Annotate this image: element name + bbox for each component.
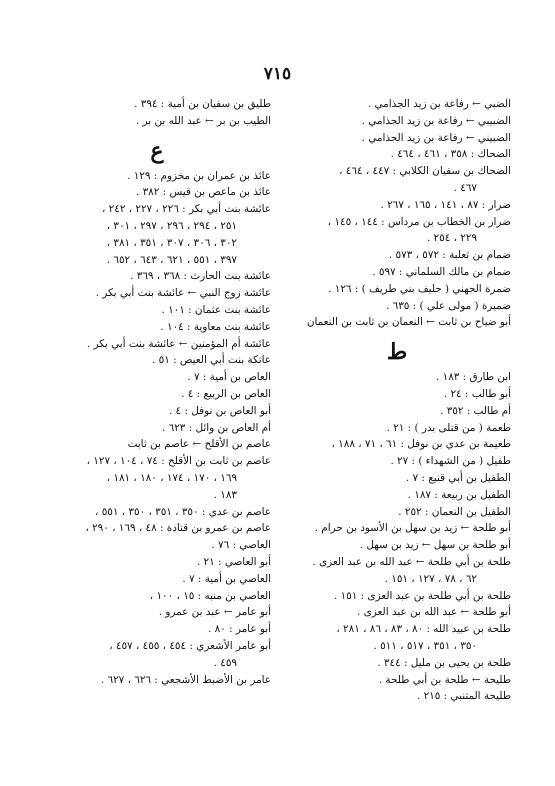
index-entry: أبو ضياح بن ثابت ← النعمان بن ثابت بن النعمان xyxy=(306,316,511,329)
index-entry: ضمام بن ثعلبة : ٥٧٢ ، ٥٧٣ . xyxy=(388,249,511,262)
index-entry: العاصي بن أمية : ٧ . xyxy=(182,572,271,585)
index-entry: عاصم بن عمرو بن قتادة : ٤٨ ، ١٦٩ ، ٢٩٠ ، xyxy=(85,522,271,535)
index-entry: عائشة بنت الحارث : ٣٦٨ ، ٣٦٩ . xyxy=(130,270,271,283)
index-entry: عائشة زوج النبي ← عائشة بنت أبي بكر . xyxy=(95,287,271,300)
index-entry: طعيمة بن عدي بن نوفل : ٦١ ، ٧١ ، ١٨٨ ، xyxy=(331,438,511,451)
index-entry: طليق بن سفيان بن أمية : ٣٩٤ . xyxy=(134,98,271,110)
section-letter-ayn: ع xyxy=(150,137,164,164)
page-number: ٧١٥ xyxy=(263,64,292,84)
index-entry: أبو طلحة بن سهل ← زيد بن سهل . xyxy=(359,539,511,552)
index-entry: عائذ بن ماعص بن قيس : ٣٨٢ . xyxy=(135,186,271,199)
index-entry: أبو طلحة ← عبد الله بن عبد العزى . xyxy=(357,606,511,619)
index-entry: ابن طارق : ١٨٣ . xyxy=(436,371,511,384)
index-entry: عائشة بنت معاوية : ١٠٤ . xyxy=(160,320,271,333)
index-entry: العاص بن أمية : ٧ . xyxy=(187,371,271,384)
index-entry: ٦٢ ، ٧٨ ، ١٢٧ ، ١٥١ . xyxy=(384,572,477,585)
index-block-dad xyxy=(283,96,511,331)
index-entry: طلحة بن أبي طلحة ← عبد الله بن عبد العزى . xyxy=(312,555,511,568)
index-entry: العاصي : ٧٦ . xyxy=(211,539,271,552)
index-entry: أم طالب : ٣٥٢ . xyxy=(440,404,511,417)
index-entry: ٣٥٠ ، ٣٥١ ، ٥١٧ ، ٥١١ . xyxy=(373,639,477,652)
index-entry: طلحة بن عبيد الله : ٨٠ ، ٨٣ ، ٨٦ ، ٢٨١ ، xyxy=(336,623,511,636)
section-letter-ta: ط xyxy=(386,339,408,366)
index-entry: الضحاك : ٣٥٨ ، ٤٦١ ، ٤٦٤ . xyxy=(390,148,511,161)
index-entry: ١٨٣ . xyxy=(213,488,237,501)
index-entry: ٣٩٧ ، ٥٥١ ، ٦٢١ ، ٦٤٣ ، ٦٥٢ . xyxy=(106,253,237,266)
index-entry: عاصم بن عدي : ٣٥٠ ، ٣٥١ ، ٣٥٠ ، ٥٥١ ، xyxy=(95,505,271,518)
index-entry: عائشة بنت عثمان : ١٠١ . xyxy=(161,303,271,316)
index-entry: أبو عامر : ٨٠ . xyxy=(207,623,271,636)
index-entry: أبو عامر ← عبد بن عمرو . xyxy=(158,606,271,619)
index-entry: الضبيبي ← رفاعة بن زيد الجذامي . xyxy=(361,114,511,127)
index-entry: طفيل ( من الشهداء ) : ٢٧ . xyxy=(390,455,511,468)
index-entry: ضرار بن الخطاب بن مرداس : ١٤٤ ، ١٤٥ ، xyxy=(327,215,511,228)
index-entry: ٢٥١ ، ٢٩٤ ، ٢٩٦ ، ٢٩٧ ، ٣٠١ ، xyxy=(106,219,237,232)
index-entry: الطفيل بن النعمان : ٢٥٢ . xyxy=(398,505,511,518)
index-entry: ٣٠٢ ، ٣٠٦ ، ٣٠٧ ، ٣٥١ ، ٣٨١ ، xyxy=(106,236,237,249)
index-entry: العاص بن الربيع : ٤ . xyxy=(181,387,271,400)
index-entry: ١٦٩ ، ١٧٠ ، ١٧٤ ، ١٨٠ ، ١٨١ ، xyxy=(106,471,237,484)
index-entry: طلحة بن يحيى بن مليل : ٣٤٤ . xyxy=(377,656,511,669)
index-entry: عامر بن الأضبط الأشجعي : ٦٢٦ ، ٦٢٧ . xyxy=(100,673,271,686)
index-entry: الضبي ← رفاعة بن زيد الجذامي . xyxy=(367,98,511,110)
index-entry: الطيب بن بر ← عبد الله بن بر . xyxy=(135,114,271,127)
index-block-ta-cont xyxy=(43,96,271,130)
index-entry: عائذ بن عمران بن مخزوم : ١٢٩ . xyxy=(127,169,271,182)
index-entry: طعمة ( من قتلى بدر ) : ٢١ . xyxy=(386,421,511,434)
index-entry: عاصم بن ثابت بن الأقلح : ٧٤ ، ١٠٤ ، ١٢٧ ، xyxy=(86,455,271,468)
index-entry: أم العاص بن وائل : ٦٢٣ . xyxy=(162,421,271,434)
index-entry: عائشة أم المؤمنين ← عائشة بنت أبي بكر . xyxy=(86,337,271,350)
index-entry: العاصي بن منبه : ١٥ ، ١٠٠ ، xyxy=(149,589,271,602)
index-entry: طليحة المتنبي : ٢١٥ . xyxy=(416,690,511,703)
index-column-left xyxy=(43,96,271,688)
index-entry: طليحة ← طلحة بن أبي طلحة . xyxy=(378,673,511,686)
index-entry: أبو العاصي : ٢١ . xyxy=(196,555,271,568)
index-entry: أبو عامر الأشعري : ٤٥٤ ، ٤٥٥ ، ٤٥٧ ، xyxy=(109,639,271,652)
index-entry: الضبيني ← رفاعة بن زيد الجذامي . xyxy=(361,131,511,144)
index-entry: ضرار : ٨٧ ، ١٤١ ، ١٦٥ ، ٢٦٧ . xyxy=(380,198,511,211)
index-entry: ضمام بن مالك السلماني : ٥٩٧ . xyxy=(372,265,511,278)
index-entry: أبو العاص بن نوفل : ٤ . xyxy=(168,404,271,417)
index-entry: أبو طالب : ٢٤ . xyxy=(443,387,511,400)
index-entry: طلحة بن أبي طلحة بن عبد العزى : ١٥١ . xyxy=(333,589,511,602)
index-block-ta xyxy=(283,369,511,705)
index-entry: الضحاك بن سفيان الكلابي : ٤٤٧ ، ٤٦٤ ، xyxy=(339,165,511,178)
index-entry: ٢٢٩ ، ٢٥٤ . xyxy=(426,232,477,245)
index-column-right xyxy=(283,96,511,705)
index-entry: أبو طلحة ← زيد بن سهل بن الأسود بن حرام . xyxy=(314,522,511,535)
index-block-ayn xyxy=(43,168,271,689)
index-entry: الطفيل بن أبي قنيع : ٧ . xyxy=(405,471,511,484)
index-entry: عاتكة بنت أبي العيص : ٥١ . xyxy=(152,354,271,367)
index-entry: عائشة بنت أبي بكر : ٢٢٦ ، ٢٢٧ ، ٢٤٢ ، xyxy=(101,203,271,216)
index-entry: ٤٦٧ . xyxy=(453,181,477,194)
index-entry: عاصم بن الأقلح ← عاصم بن ثابت xyxy=(127,438,271,451)
index-entry: ضميرة ( مولى علي ) : ٦٣٥ . xyxy=(386,299,511,312)
index-entry: ضمرة الجهني ( حليف بني طريف ) : ١٢٦ . xyxy=(328,282,511,295)
index-entry: الطفيل بن ربيعة : ١٨٧ . xyxy=(407,488,511,501)
index-entry: ٤٥٩ . xyxy=(213,656,237,669)
